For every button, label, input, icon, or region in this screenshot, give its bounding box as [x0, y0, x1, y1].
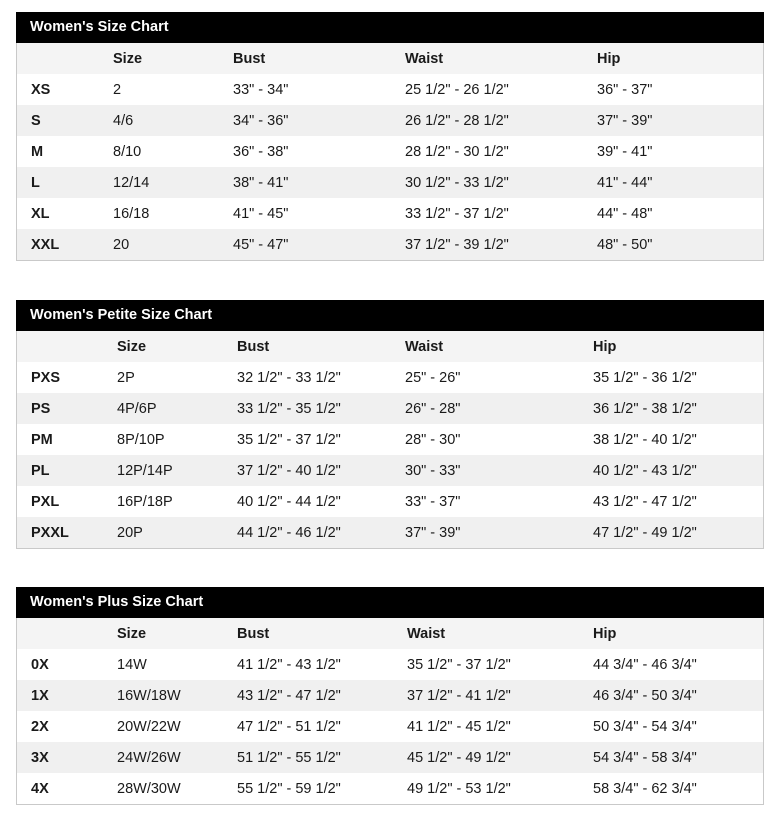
womens-petite-size-chart: [16, 300, 764, 549]
table-cell: 35 1/2" - 36 1/2": [593, 369, 697, 386]
size-table: [17, 331, 763, 548]
size-code: PXS: [31, 369, 61, 386]
table-cell: 33 1/2" - 37 1/2": [405, 205, 509, 222]
table-cell: 2P: [117, 369, 135, 386]
table-cell: 35 1/2" - 37 1/2": [237, 431, 341, 448]
chart-title: Women's Plus Size Chart: [16, 587, 764, 618]
table-cell: 49 1/2" - 53 1/2": [407, 780, 511, 797]
table-row: [17, 198, 763, 229]
table-cell: 33" - 34": [233, 81, 289, 98]
table-cell: 25 1/2" - 26 1/2": [405, 81, 509, 98]
table-cell: 4/6: [113, 112, 134, 129]
table-cell: 8/10: [113, 143, 142, 160]
table-cell: 8P/10P: [117, 431, 165, 448]
table-cell: 40 1/2" - 43 1/2": [593, 462, 697, 479]
table-cell: 37 1/2" - 41 1/2": [407, 687, 511, 704]
column-header: Size: [113, 50, 143, 67]
size-code: PL: [31, 462, 50, 479]
table-cell: 41 1/2" - 43 1/2": [237, 656, 341, 673]
table-cell: 34" - 36": [233, 112, 289, 129]
table-cell: 33 1/2" - 35 1/2": [237, 400, 341, 417]
table-cell: 26" - 28": [405, 400, 461, 417]
column-header: Waist: [407, 625, 446, 642]
table-cell: 30 1/2" - 33 1/2": [405, 174, 509, 191]
chart-title: Women's Size Chart: [16, 12, 764, 43]
size-table: [17, 43, 763, 260]
table-cell: 28 1/2" - 30 1/2": [405, 143, 509, 160]
table-row: [17, 362, 763, 393]
table-cell: 37 1/2" - 40 1/2": [237, 462, 341, 479]
table-row: [17, 74, 763, 105]
table-header-row: [17, 331, 763, 362]
table-row: [17, 680, 763, 711]
size-code: PXL: [31, 493, 60, 510]
table-cell: 45 1/2" - 49 1/2": [407, 749, 511, 766]
table-row: [17, 229, 763, 260]
table-cell: 45" - 47": [233, 236, 289, 253]
table-row: [17, 649, 763, 680]
table-cell: 48" - 50": [597, 236, 653, 253]
size-code: 3X: [31, 749, 49, 766]
table-cell: 12/14: [113, 174, 150, 191]
table-cell: 16W/18W: [117, 687, 181, 704]
table-cell: 44" - 48": [597, 205, 653, 222]
column-header: Hip: [593, 625, 617, 642]
table-cell: 43 1/2" - 47 1/2": [593, 493, 697, 510]
table-cell: 43 1/2" - 47 1/2": [237, 687, 341, 704]
table-cell: 36" - 38": [233, 143, 289, 160]
table-cell: 37" - 39": [405, 524, 461, 541]
table-cell: 4P/6P: [117, 400, 157, 417]
size-code: 2X: [31, 718, 49, 735]
table-cell: 30" - 33": [405, 462, 461, 479]
table-header-row: [17, 618, 763, 649]
table-cell: 32 1/2" - 33 1/2": [237, 369, 341, 386]
size-code: M: [31, 143, 44, 160]
table-cell: 51 1/2" - 55 1/2": [237, 749, 341, 766]
column-header: Bust: [237, 625, 270, 642]
womens-size-chart: [16, 12, 764, 261]
table-cell: 14W: [117, 656, 147, 673]
table-cell: 38" - 41": [233, 174, 289, 191]
table-cell: 36 1/2" - 38 1/2": [593, 400, 697, 417]
table-row: [17, 167, 763, 198]
table-cell: 24W/26W: [117, 749, 181, 766]
womens-plus-size-chart: [16, 587, 764, 805]
table-cell: 28" - 30": [405, 431, 461, 448]
table-cell: 25" - 26": [405, 369, 461, 386]
table-cell: 41" - 45": [233, 205, 289, 222]
table-row: [17, 455, 763, 486]
table-header-row: [17, 43, 763, 74]
chart-title: Women's Petite Size Chart: [16, 300, 764, 331]
size-code: 1X: [31, 687, 49, 704]
column-header: Size: [117, 338, 147, 355]
table-row: [17, 105, 763, 136]
table-cell: 46 3/4" - 50 3/4": [593, 687, 697, 704]
table-cell: 40 1/2" - 44 1/2": [237, 493, 341, 510]
table-cell: 33" - 37": [405, 493, 461, 510]
column-header: Hip: [597, 50, 621, 67]
size-code: PXXL: [31, 524, 69, 541]
table-cell: 47 1/2" - 49 1/2": [593, 524, 697, 541]
table-cell: 20P: [117, 524, 143, 541]
table-row: [17, 517, 763, 548]
table-cell: 16/18: [113, 205, 150, 222]
table-cell: 58 3/4" - 62 3/4": [593, 780, 697, 797]
table-cell: 38 1/2" - 40 1/2": [593, 431, 697, 448]
column-header: Hip: [593, 338, 617, 355]
size-code: 4X: [31, 780, 49, 797]
table-cell: 35 1/2" - 37 1/2": [407, 656, 511, 673]
table-cell: 44 1/2" - 46 1/2": [237, 524, 341, 541]
table-cell: 39" - 41": [597, 143, 653, 160]
size-code: XL: [31, 205, 50, 222]
table-row: [17, 424, 763, 455]
table-cell: 12P/14P: [117, 462, 173, 479]
column-header: Size: [117, 625, 147, 642]
size-table: [17, 618, 763, 804]
column-header: Waist: [405, 338, 444, 355]
table-cell: 55 1/2" - 59 1/2": [237, 780, 341, 797]
column-header: Bust: [237, 338, 270, 355]
table-cell: 20W/22W: [117, 718, 181, 735]
table-cell: 50 3/4" - 54 3/4": [593, 718, 697, 735]
table-cell: 41" - 44": [597, 174, 653, 191]
column-header: Bust: [233, 50, 266, 67]
size-code: XXL: [31, 236, 60, 253]
table-row: [17, 393, 763, 424]
table-cell: 28W/30W: [117, 780, 181, 797]
table-row: [17, 711, 763, 742]
column-header: Waist: [405, 50, 444, 67]
size-code: 0X: [31, 656, 49, 673]
size-code: XS: [31, 81, 51, 98]
size-code: L: [31, 174, 40, 191]
table-cell: 2: [113, 81, 122, 98]
table-cell: 37" - 39": [597, 112, 653, 129]
table-cell: 41 1/2" - 45 1/2": [407, 718, 511, 735]
table-cell: 44 3/4" - 46 3/4": [593, 656, 697, 673]
table-cell: 54 3/4" - 58 3/4": [593, 749, 697, 766]
size-code: PM: [31, 431, 53, 448]
table-cell: 36" - 37": [597, 81, 653, 98]
table-cell: 26 1/2" - 28 1/2": [405, 112, 509, 129]
table-cell: 20: [113, 236, 130, 253]
size-code: PS: [31, 400, 51, 417]
table-row: [17, 742, 763, 773]
table-cell: 37 1/2" - 39 1/2": [405, 236, 509, 253]
table-cell: 16P/18P: [117, 493, 173, 510]
table-row: [17, 136, 763, 167]
table-cell: 47 1/2" - 51 1/2": [237, 718, 341, 735]
size-code: S: [31, 112, 41, 129]
table-row: [17, 486, 763, 517]
table-row: [17, 773, 763, 804]
